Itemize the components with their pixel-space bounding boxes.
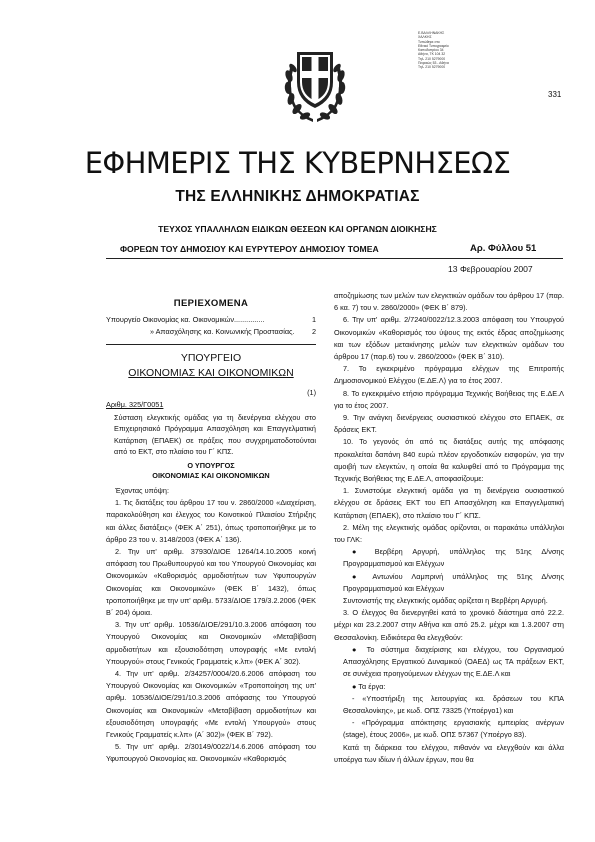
body-paragraph: 3. Ο έλεγχος θα διενεργηθεί κατά το χρονικό διάστημα από 22.2. μέχρι και 23.2.2007 στην Αθήνα και από 25.2. μέχρι και 1.3.2007 στη Θεσσαλονίκη. Ειδικότερα θα ελεγχθούν: [334, 608, 564, 642]
issue-type-line-1: ΤΕΥΧΟΣ ΥΠΑΛΛΗΛΩΝ ΕΙΔΙΚΩΝ ΘΕΣΕΩΝ ΚΑΙ ΟΡΓΑΝΩΝ ΔΙΟΙΚΗΣΗΣ [158, 224, 437, 234]
body-paragraph: 5. Την υπ' αριθμ. 2/30149/0022/14.6.2006 απόφαση του Υφυπουργού Οικονομίας κα. Οικονομικών «Καθορισμός [106, 742, 316, 764]
toc-item-page: 2 [311, 327, 316, 337]
bullet-item: ● Το σύστημα διαχείρισης και ελέγχου, του Οργανισμού Απασχόλησης Εργατικού Δυναμικού (ΟΑΕΔ) ως ΤΑ πράξεων ΕΚΤ, σε συνέχεια προηγούμενων ελέγχων της Ε.ΔΕ.Λ και [343, 644, 564, 679]
body-paragraph: 1. Τις διατάξεις του άρθρου 17 του ν. 2860/2000 «Διαχείριση, παρακολούθηση και έλεγχος του Κοινοτικού Πλαισίου Στήριξης και άλλες διατάξεις» (ΦΕΚ Α΄ 251), όπως τροποποιήθηκε με το άρθρο 23 του ν. 3148/2003 (ΦΕΚ Α΄ 136). [106, 498, 316, 544]
page-number: 331 [548, 90, 562, 99]
header-divider [106, 258, 563, 259]
publisher-note-line: Τηλ. 210 5279000 [418, 56, 446, 61]
publisher-note-line: Τηλ. 210 5279000 [418, 65, 446, 70]
toc-item-label: Υπουργείο Οικονομίας κα. Οικονομικών [106, 315, 234, 325]
body-paragraph: 2. Την υπ' αριθμ. 37930/ΔΙΟΕ 1264/14.10.2005 κοινή απόφαση του Πρωθυπουργού και του Υπουργού Οικονομίας και Οικονομικών «Καθορισμός αρμοδιοτήτων των Υφυπουργών Οικονομίας και Οικονομικών» (ΦΕΚ Β΄ 1432), όπως τροποποιήθηκε με την υπ' αριθμ. 5733/ΔΙΟΕ 179/3.2.2006 (ΦΕΚ Β΄ 204) όμοια. [106, 547, 316, 618]
body-paragraph: Κατά τη διάρκεια του ελέγχου, πιθανόν να ελεγχθούν και άλλα υποέργα των ιδίων ή άλλων έργων, που θα [334, 742, 564, 764]
greek-coat-of-arms-icon [280, 38, 350, 124]
toc-item-label: » Απασχόλησης κα. Κοινωνικής Προστασίας [150, 327, 293, 337]
body-paragraph: αποζημίωσης των μελών των ελεγκτικών ομάδων του άρθρου 17 (παρ. 6 κα. 7) του ν. 2860/2000» (ΦΕΚ Β΄ 879). [334, 291, 564, 313]
section-divider [106, 344, 316, 345]
body-paragraph: Συντονιστής της ελεγκτικής ομάδας ορίζεται η Βερβέρη Αργυρή. [343, 596, 548, 606]
toc-heading: ΠΕΡΙΕΧΟΜΕΝΑ [173, 298, 249, 309]
issue-date: 13 Φεβρουαρίου 2007 [448, 264, 533, 274]
having-regard: Έχοντας υπόψη: [115, 485, 169, 495]
toc-leader-dots: ............... [234, 315, 265, 325]
publisher-note-line: Καποδιστρίου 34 [418, 48, 444, 53]
body-paragraph: 7. Το εγκεκριμένο πρόγραμμα ελέγχων της Επιτροπής Δημοσιονομικού Ελέγχου (Ε.ΔΕ.Λ) για το έτος 2007. [334, 364, 564, 386]
toc-item[interactable] [106, 314, 316, 326]
announcement-number: (1) [307, 388, 316, 398]
body-paragraph: 4. Την υπ' αριθμ. 2/34257/0004/20.6.2006 απόφαση του Υπουργού Οικονομίας και Οικονομικών «Τροποποίηση της υπ' αριθμ. 10536/ΔΙΟΕ/291/10.3.2006 απόφασης του Υπουργού Οικονομίας και Οικονομικών «Μεταβίβαση αρμοδιοτήτων και εξουσιοδότηση υπογραφής «Με εντολή Υπουργού» στους Γενικούς Γραμματείς κ.λπ» (Α΄ 302)» (ΦΕΚ Β΄ 792). [106, 669, 316, 740]
body-paragraph: 1. Συνιστούμε ελεγκτική ομάδα για τη διενέργεια ουσιαστικού ελέγχου σε δράσεις ΕΚΤ του ΕΠ Απασχόληση και Επαγγελματική Κατάρτιση (ΕΠΑΕΚ), στο πλαίσιο του Γ΄ ΚΠΣ. [334, 486, 564, 520]
publisher-note-line: Εθνικό Τυπογραφείο [418, 43, 449, 48]
toc-leader-dots: . [292, 327, 295, 337]
left-column [106, 290, 316, 766]
right-column [334, 290, 564, 766]
decision-summary: Σύσταση ελεγκτικής ομάδας για τη διενέργεια ελέγχου στο Επιχειρησιακό Πρόγραμμα Απασχόληση και Επαγγελματική Κατάρτιση (ΕΠΑΕΚ) σε πράξεις που συγχρηματοδοτούνται από το ΕΚΤ, στο πλαίσιο του Γ΄ ΚΠΣ. [114, 412, 316, 457]
minister-heading-line-2: ΟΙΚΟΝΟΜΙΑΣ ΚΑΙ ΟΙΚΟΝΟΜΙΚΩΝ [152, 471, 270, 481]
body-paragraph: 3. Την υπ' αριθμ. 10536/ΔΙΟΕ/291/10.3.2006 απόφαση του Υπουργού Οικονομίας και Οικονομικών «Μεταβίβαση αρμοδιοτήτων και εξουσιοδότηση υπογραφής «Με εντολή Υπουργού» στους Γενικούς Γραμματείς κ.λπ» (ΦΕΚ Α΄ 302). [106, 620, 316, 666]
toc-item[interactable] [106, 326, 316, 338]
decision-reference: Αριθμ. 325/Γ0051 [106, 400, 164, 410]
issue-type-line-2: ΦΟΡΕΩΝ ΤΟΥ ΔΗΜΟΣΙΟΥ ΚΑΙ ΕΥΡΥΤΕΡΟΥ ΔΗΜΟΣΙΟΥ ΤΟΜΕΑ [120, 244, 379, 254]
toc-item-page: 1 [311, 315, 316, 325]
bullet-item: ● Τα έργα: [352, 681, 386, 691]
bullet-item: - «Πρόγραμμα απόκτησης εργασιακής εμπειρίας ανέργων (stage), έτους 2006», με κωδ. ΟΠΣ 57367 (Υποέργο 83). [343, 718, 564, 740]
issue-number: Αρ. Φύλλου 51 [470, 243, 537, 254]
publisher-note-line: Αθήνα, ΤΚ 104 32 [418, 52, 446, 57]
bullet-item: ● Αντωνίου Λαμπρινή υπάλληλος της 51ης Δ/νσης Προγραμματισμού και Ελέγχων [343, 571, 564, 593]
body-paragraph: 6. Την υπ' αριθμ. 2/7240/0022/12.3.2003 απόφαση του Υπουργού Οικονομικών «Καθορισμός του ύψους της εκτός έδρας αποζημίωσης και των εξόδων μετακίνησης μελών των ελεγκτικών ομάδων του άρθρου 17 (παρ.6) του ν. 2860/2000» (ΦΕΚ Β΄ 310). [334, 315, 564, 362]
body-paragraph: 10. Το γεγονός ότι από τις διατάξεις αυτής της απόφασης προκαλείται δαπάνη 840 ευρώ πλέον εργοδοτικών εισφορών, για την αμοιβή των ελεγκτών, η οποία θα καλυφθεί από το Πρόγραμμα της Τεχνικής Βοήθειας της Ε.ΔΕ.Λ, αποφασίζουμε: [334, 437, 564, 484]
ministry-line-2: ΟΙΚΟΝΟΜΙΑΣ ΚΑΙ ΟΙΚΟΝΟΜΙΚΩΝ [128, 367, 294, 380]
body-paragraph: 9. Την ανάγκη διενέργειας ουσιαστικού ελέγχου στο ΕΠΑΕΚ, σε δράσεις ΕΚΤ. [334, 413, 564, 435]
minister-heading [106, 461, 316, 482]
publisher-note-line: ΧΑΛΚΗΣ [418, 35, 432, 40]
body-paragraph: 8. Το εγκεκριμένο ετήσιο πρόγραμμα Τεχνικής Βοήθειας της Ε.ΔΕ.Λ για το έτος 2007. [334, 388, 564, 410]
publisher-note [418, 31, 478, 70]
publisher-note-line: Πειραιώς 53 - Αθήνα [418, 61, 449, 66]
ministry-heading [106, 351, 316, 381]
bullet-item: ● Βερβέρη Αργυρή, υπάλληλος της 51ης Δ/νσης Προγραμματισμού και Ελέγχων [343, 547, 564, 569]
body-paragraph: 2. Μέλη της ελεγκτικής ομάδας ορίζονται, οι παρακάτω υπάλληλοι του ΓΛΚ: [334, 522, 564, 545]
publisher-note-line: Τυπώθηκε στο [418, 39, 440, 44]
publisher-note-line: Ε.ΒΑΛΛΗΝΑΚΗΣ [418, 31, 445, 35]
minister-heading-line-1: Ο ΥΠΟΥΡΓΟΣ [187, 460, 235, 470]
gazette-subtitle: ΤΗΣ ΕΛΛΗΝΙΚΗΣ ΔΗΜΟΚΡΑΤΙΑΣ [175, 188, 420, 205]
gazette-title: ΕΦΗΜΕΡΙΣ ΤΗΣ ΚΥΒΕΡΝΗΣΕΩΣ [84, 146, 511, 180]
bullet-item: - «Υποστήριξη της λειτουργίας κα. δράσεων του ΚΠΑ Θεσσαλονίκης», με κωδ. ΟΠΣ 73325 (Υποέργο1) και [343, 693, 564, 715]
ministry-line-1: ΥΠΟΥΡΓΕΙΟ [180, 352, 242, 365]
